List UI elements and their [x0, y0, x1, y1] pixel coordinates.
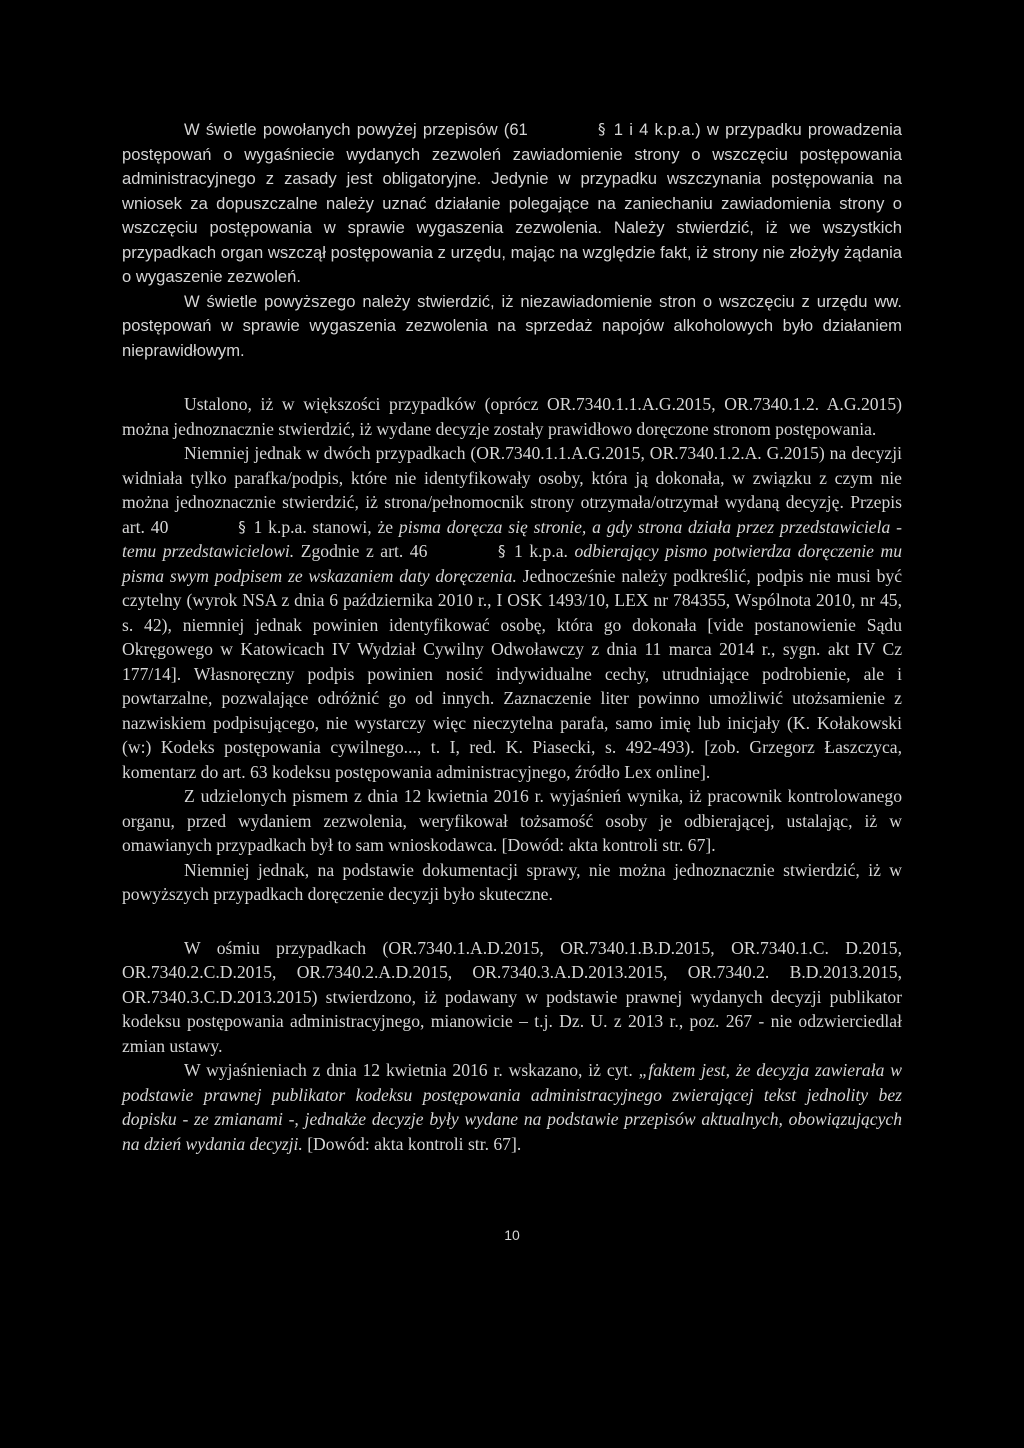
quote-italic: „faktem jest, że decyzja zawierała w podstawie prawnej publikator kodeksu postępowania administracyjnego zwierającej tekst jednolity bez dopisku - ze zmianami -, jednakże decyzje były wydane na podstawie przepisów aktualnych, obowiązujących na dzień wydania decyzji.: [122, 1060, 902, 1154]
paragraph-delivery-ineffective: Niemniej jednak, na podstawie dokumentacji sprawy, nie można jednoznacznie stwierdzić, iż w powyższych przypadkach doręczenie decyzji było skuteczne.: [122, 859, 902, 904]
paragraph-delivery-correct: Ustalono, iż w większości przypadków (oprócz OR.7340.1.1.A.G.2015, OR.7340.1.2. A.G.2015) można jednoznacznie stwierdzić, iż wydane decyzje zostały prawidłowo doręczone stronom postępowania.: [122, 394, 902, 439]
text-run: [Dowód: akta kontroli str. 67].: [302, 1133, 522, 1154]
paragraph-eight-cases: W ośmiu przypadkach (OR.7340.1.A.D.2015, OR.7340.1.B.D.2015, OR.7340.1.C. D.2015, OR.7340.2.C.D.2015, OR.7340.2.A.D.2015, OR.7340.3.A.D.2013.2015, OR.7340.2. B.D.2013.2015, OR.7340.3.C.D.2013.2015) stwierdzono, iż podawany w podstawie prawnej wydanych decyzji publikator kodeksu postępowania administracyjnego, mianowicie – t.j. Dz. U. z 2013 r., poz. 267 - nie odzwierciedlał zmian ustawy.: [122, 937, 902, 1056]
text-run: Zgodnie z art. 46: [294, 541, 434, 561]
paragraph-signature-issue: [122, 441, 902, 784]
text-run: W świetle powołanych powyżej przepisów (61: [184, 120, 535, 139]
quote-italic: pisma doręcza się stronie, a gdy strona działa przez przedstawiciela - temu przedstawicielowi.: [122, 516, 902, 561]
text-run: W wyjaśnieniach z dnia 12 kwietnia 2016 r. wskazano, iż cyt.: [184, 1060, 639, 1080]
section-sign-icon: §: [598, 120, 606, 138]
text-run: Niemniej jednak w dwóch przypadkach (OR.7340.1.1.A.G.2015, OR.7340.1.2.A. G.2015) na decyzji widniała tylko parafka/podpis, które nie identyfikowały osoby, która ją dokonała, w związku z czym nie można jednoznacznie stwierdzić, iż strona/pełnomocnik strony otrzymała/otrzymał wydaną decyzję. Przepis art. 40: [122, 443, 902, 537]
section-sign-icon: §: [238, 517, 246, 536]
paragraph-notification-obligation: [122, 118, 902, 290]
quote-italic: odbierający pismo potwierdza doręczenie mu pisma swym podpisem ze wskazaniem daty doręczenia.: [122, 541, 903, 586]
paragraph-explanations: Z udzielonych pismem z dnia 12 kwietnia 2016 r. wyjaśnień wynika, iż pracownik kontrolowanego organu, przed wydaniem zezwolenia, weryfikował tożsamość osoby je odbierającej, ustalając, iż w omawianych przypadkach był to sam wnioskodawca. [Dowód: akta kontroli str. 67].: [122, 786, 902, 855]
text-run: 1 k.p.a.: [507, 541, 575, 561]
text-run: 1 k.p.a. stanowi, że: [247, 516, 399, 537]
page-number: 10: [504, 1227, 520, 1243]
paragraph-explanations-quote: [122, 1058, 902, 1156]
section-sign-icon: §: [497, 542, 506, 560]
paragraph-conclusion-irregular: W świetle powyższego należy stwierdzić, iż niezawiadomienie stron o wszczęciu z urzędu ww. postępowań w sprawie wygaszenia zezwolenia na sprzedaż napojów alkoholowych było działaniem nieprawidłowym.: [122, 291, 902, 360]
text-run: Jednocześnie należy podkreślić, podpis nie musi być czytelny (wyrok NSA z dnia 6 października 2010 r., I OSK 1493/10, LEX nr 784355, Wspólnota 2010, nr 45, s. 42), niemniej jednak powinien identyfikować osobę, która go dokonała [vide postanowienie Sądu Okręgowego w Katowicach IV Wydział Cywilny Odwoławczy z dnia 11 marca 2014 r., sygn. akt IV Cz 177/14]. Własnoręczny podpis powinien nosić indywidualne cechy, utrudniające podrobienie, ale i powtarzalne, pozwalające odróżnić go od innych. Zaznaczenie liter powinno umożliwić utożsamienie z nazwiskiem podpisującego, nie wystarczy więc nieczytelna parafa, samo imię lub inicjały (K. Kołakowski (w:) Kodeks postępowania cywilnego..., t. I, red. K. Piasecki, s. 492-493). [zob. Grzegorz Łaszczyca, komentarz do art. 63 kodeksu postępowania administracyjnego, źródło Lex online].: [122, 565, 903, 782]
text-run: 1 i 4 k.p.a.) w przypadku prowadzenia postępowań o wygaśniecie wydanych zezwoleń zawiadomienie strony o wszczęciu postępowania administracyjnego z zasady jest obligatoryjne. Jedynie w przypadku wszczynania postępowania na wniosek za dopuszczalne należy uznać działanie polegające na zaniechaniu zawiadomienia strony o wszczęciu postępowania w sprawie wygaszenia zezwolenia. Należy stwierdzić, iż we wszystkich przypadkach organ wszczął postępowania z urzędu, mając na względzie fakt, iż strony nie złożyły żądania o wygaszenie zezwoleń.: [122, 120, 902, 286]
document-page: [122, 118, 902, 1156]
